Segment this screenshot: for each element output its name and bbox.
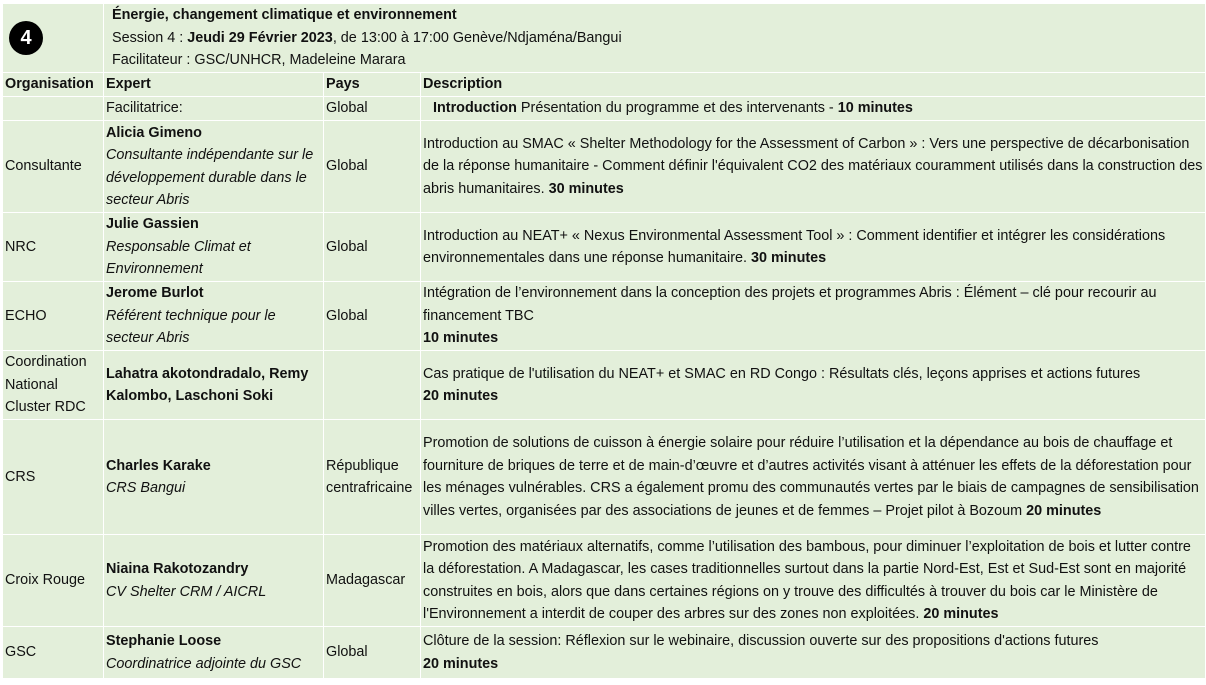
pays-cell: Global (324, 627, 421, 679)
expert-role: Coordinatrice adjointe du GSC (106, 655, 302, 672)
intro-text: Présentation du programme et des intervenants - (516, 100, 838, 117)
session-date-line (112, 27, 1203, 50)
duration: 20 minutes (423, 655, 499, 672)
description-text: Promotion de solutions de cuisson à énergie solaire pour réduire l’utilisation et la dépendance au bois de chauffage et fourniture de briques de terre et de main-d’œuvre et d’autres activités visant à atténuer les effets de la déforestation pour les ménages vulnérables. CRS a également promu des communautés vertes par le biais de campagnes de sensibilisation villes vertes, organisées par des associations de jeunes et de femmes – Projet pilot à Bozoum (423, 435, 1199, 519)
expert-role: Responsable Climat et Environnement (106, 238, 251, 278)
table-row (3, 282, 1206, 351)
description-text: Clôture de la session: Réflexion sur le webinaire, discussion ouverte sur des propositions d'actions futures (423, 633, 1099, 649)
session-info-cell (104, 4, 1206, 73)
expert-name: Alicia Gimeno (106, 124, 202, 141)
organisation-cell: Coordination National Cluster RDC (3, 351, 104, 420)
organisation-cell: ECHO (3, 282, 104, 351)
expert-cell (104, 213, 324, 282)
session-facilitator: Facilitateur : GSC/UNHCR, Madeleine Marara (112, 52, 406, 69)
intro-row (3, 97, 1206, 121)
table-row (3, 121, 1206, 213)
table-row (3, 213, 1206, 282)
description-text: Promotion des matériaux alternatifs, comme l’utilisation des bambous, pour diminuer l’exploitation de bois et lutter contre la déforestation. A Madagascar, les cases traditionnelles surtout dans la partie Nord-Est, Est et Sud-Est sont en majorité construites en bois, alors que dans certaines régions on y trouve des difficultés à trouver du bois car le Ministère de l'Environnement a interdit de couper des arbres sur des zones non exploitées. (423, 538, 1191, 622)
pays-cell: Global (324, 121, 421, 213)
description-text: Cas pratique de l'utilisation du NEAT+ et SMAC en RD Congo : Résultats clés, leçons apprises et actions futures (423, 365, 1141, 382)
column-header-row (3, 73, 1206, 97)
description-cell (421, 627, 1206, 679)
description-cell (421, 351, 1206, 420)
session-date: Jeudi 29 Février 2023 (187, 29, 333, 46)
table-row (3, 535, 1206, 627)
expert-role: CRS Bangui (106, 480, 186, 496)
session-number-cell (3, 4, 104, 73)
pays-cell: Madagascar (324, 535, 421, 627)
description-cell (421, 535, 1206, 627)
session-time: , de 13:00 à 17:00 Genève/Ndjaména/Bangui (332, 29, 622, 46)
duration: 10 minutes (423, 330, 499, 347)
expert-name: Niaina Rakotozandry (106, 561, 249, 577)
duration: 20 minutes (919, 606, 999, 622)
session-number-badge: 4 (9, 21, 43, 55)
table-row (3, 627, 1206, 679)
organisation-cell: Croix Rouge (3, 535, 104, 627)
description-cell (421, 420, 1206, 535)
description-cell (421, 213, 1206, 282)
pays-cell (324, 351, 421, 420)
expert-name: Jerome Burlot (106, 285, 204, 302)
expert-cell (104, 627, 324, 679)
table-row (3, 351, 1206, 420)
header-expert: Expert (104, 73, 324, 97)
description-text: Introduction au NEAT+ « Nexus Environmental Assessment Tool » : Comment identifier et intégrer les considérations environnementales dans une réponse humanitaire. (423, 227, 1166, 266)
organisation-cell: CRS (3, 420, 104, 535)
intro-organisation (3, 97, 104, 121)
expert-name: Lahatra akotondradalo, Remy Kalombo, Laschoni Soki (106, 365, 309, 404)
organisation-cell: NRC (3, 213, 104, 282)
expert-cell (104, 282, 324, 351)
header-description: Description (421, 73, 1206, 97)
pays-cell: République centrafricaine (324, 420, 421, 535)
pays-cell: Global (324, 282, 421, 351)
expert-role: Référent technique pour le secteur Abris (106, 307, 276, 347)
duration: 20 minutes (1022, 502, 1102, 519)
session-header-row (3, 4, 1206, 73)
description-cell (421, 282, 1206, 351)
expert-name: Stephanie Loose (106, 633, 222, 649)
table-row (3, 420, 1206, 535)
expert-role: CV Shelter CRM / AICRL (106, 583, 267, 600)
session-prefix: Session 4 : (112, 29, 188, 46)
intro-duration: 10 minutes (837, 100, 913, 117)
expert-role: Consultante indépendante sur le développement durable dans le secteur Abris (106, 147, 314, 208)
intro-description (421, 97, 1206, 121)
organisation-cell: GSC (3, 627, 104, 679)
header-pays: Pays (324, 73, 421, 97)
intro-expert: Facilitatrice: (104, 97, 324, 121)
description-text: Introduction au SMAC « Shelter Methodology for the Assessment of Carbon » : Vers une perspective de décarbonisation de la réponse humanitaire - Comment définir l'équivalent CO2 des matériaux couramment utilisés dans la construction des abris humanitaires. (423, 135, 1203, 197)
description-cell (421, 121, 1206, 213)
expert-cell (104, 121, 324, 213)
pays-cell: Global (324, 213, 421, 282)
duration: 30 minutes (548, 180, 624, 197)
expert-name: Charles Karake (106, 457, 211, 474)
header-organisation: Organisation (3, 73, 104, 97)
organisation-cell: Consultante (3, 121, 104, 213)
agenda-table (2, 3, 1206, 679)
duration: 30 minutes (751, 250, 827, 266)
duration: 20 minutes (423, 388, 499, 404)
expert-cell (104, 351, 324, 420)
expert-cell (104, 420, 324, 535)
session-title: Énergie, changement climatique et environnement (112, 7, 457, 24)
expert-name: Julie Gassien (106, 216, 199, 233)
description-text: Intégration de l’environnement dans la conception des projets et programmes Abris : Élément – clé pour recourir au financement TBC (423, 285, 1157, 324)
intro-label: Introduction (433, 100, 517, 117)
intro-pays: Global (324, 97, 421, 121)
expert-cell (104, 535, 324, 627)
